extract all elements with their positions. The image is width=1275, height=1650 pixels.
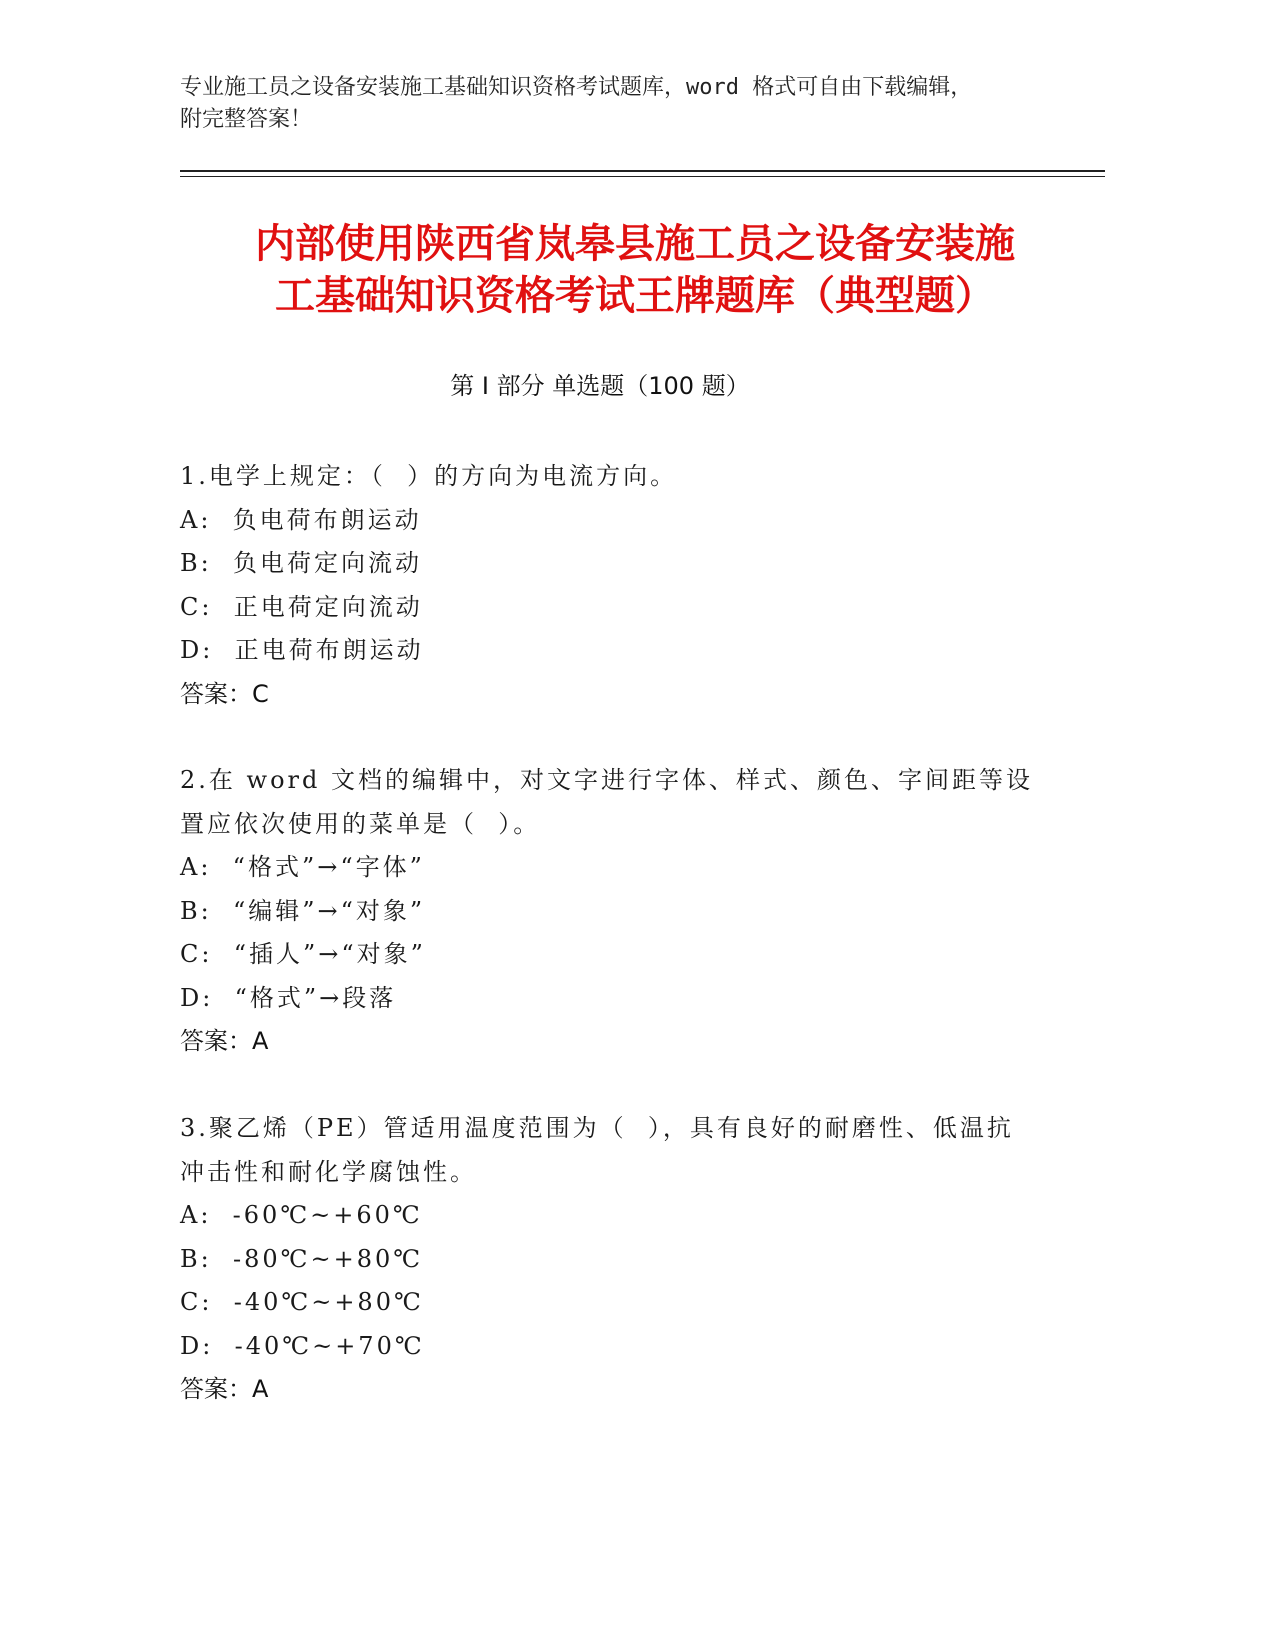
- question-stem: [180, 455, 1040, 499]
- header-divider-thick: [180, 170, 1105, 172]
- header-note: [180, 72, 1080, 136]
- question-3: [180, 1107, 1040, 1412]
- option-b: B: 负电荷定向流动: [180, 549, 422, 577]
- document-title-line-2: 工基础知识资格考试王牌题库（典型题）: [275, 273, 995, 319]
- answer-value: C: [252, 679, 269, 708]
- answer-value: A: [252, 1027, 269, 1055]
- answer-value: A: [252, 1375, 269, 1403]
- answer-label: 答案：: [180, 1375, 252, 1403]
- option-a: A: -60℃~+60℃: [180, 1201, 423, 1229]
- option-c: C: “插人”→“对象”: [180, 940, 426, 968]
- answer: [180, 673, 1040, 717]
- option-a: A: 负电荷布朗运动: [180, 505, 422, 534]
- option-d: D: -40℃~+70℃: [180, 1331, 425, 1360]
- question-1: [180, 455, 1040, 716]
- header-note-line-2: 附完整答案！: [180, 107, 313, 132]
- option-b: B: -80℃~+80℃: [180, 1244, 424, 1273]
- question-stem-line: 3.聚乙烯（PE）管适用温度范围为（ ），具有良好的耐磨性、低温抗: [180, 1114, 1014, 1142]
- question-stem-line: 2.在 word 文档的编辑中，对文字进行字体、样式、颜色、字间距等设: [180, 766, 1033, 794]
- question-stem-line: 冲击性和耐化学腐蚀性。: [180, 1157, 477, 1186]
- answer-label: 答案：: [180, 679, 252, 708]
- option-a: A: “格式”→“字体”: [180, 853, 425, 881]
- answer-label: 答案：: [180, 1027, 252, 1055]
- option-d: D: “格式”→段落: [180, 983, 397, 1012]
- question-2: [180, 759, 1040, 1064]
- document-title: [160, 218, 1110, 322]
- header-note-line-1: 专业施工员之设备安装施工基础知识资格考试题库，word 格式可自由下载编辑，: [180, 75, 973, 100]
- question-stem: [180, 759, 1040, 846]
- question-stem-line: 置应依次使用的菜单是（ ）。: [180, 809, 541, 838]
- option-d: D: 正电荷布朗运动: [180, 636, 424, 664]
- document-title-line-1: 内部使用陕西省岚皋县施工员之设备安装施: [255, 221, 1015, 267]
- option-c: C: 正电荷定向流动: [180, 592, 423, 621]
- question-stem: [180, 1107, 1040, 1194]
- answer: [180, 1368, 1040, 1412]
- answer: [180, 1020, 1040, 1064]
- header-divider-thin: [180, 176, 1105, 177]
- option-c: C: -40℃~+80℃: [180, 1288, 424, 1316]
- section-title: 第 I 部分 单选题（100 题）: [450, 372, 750, 400]
- question-stem-line: 1.电学上规定：（ ）的方向为电流方向。: [180, 462, 678, 490]
- option-b: B: “编辑”→“对象”: [180, 896, 426, 925]
